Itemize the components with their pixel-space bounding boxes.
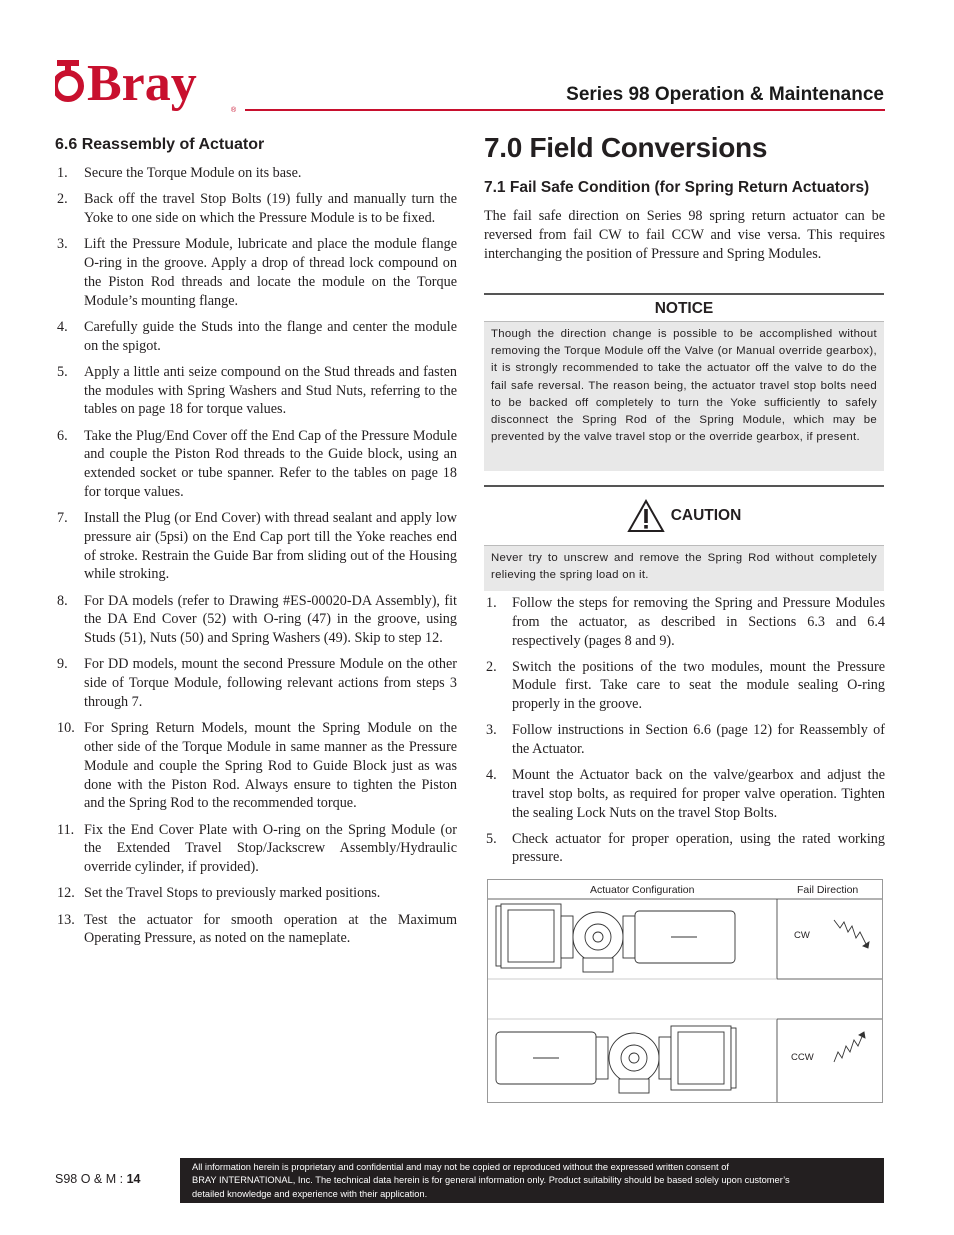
figure-col-direction: Fail Direction xyxy=(797,884,859,896)
logo-mark-ring xyxy=(55,73,81,99)
list-item: 13. Test the actuator for smooth operation at the Maximum Operating Pressure, as noted on the nameplate. xyxy=(57,911,457,947)
list-item: 5. Apply a little anti seize compound on the Stud threads and fasten the modules with Spring Washers and Stud Nuts, referring to the tables on page 18 for torque values. xyxy=(57,363,457,418)
spring-symbol-cw-icon xyxy=(834,920,869,948)
fail-direction-ccw-label: CCW xyxy=(791,1052,814,1063)
caution-box xyxy=(484,485,884,591)
warning-triangle-icon xyxy=(627,499,665,533)
footer-disclaimer: All information herein is proprietary and confidential and may not be copied or reproduced without the expressed written consent of BRAY INTERNATIONAL, Inc. The technical data herein is for general information only. Product suitability should be based solely upon customer’s detailed knowledge and experience with their application. xyxy=(180,1158,884,1203)
header-rule xyxy=(245,109,885,111)
series-title: Series 98 Operation & Maintenance xyxy=(566,84,884,105)
list-item: 7. Install the Plug (or End Cover) with thread sealant and apply low pressure air (5psi) on the End Cap port till the Yoke reaches end of stroke. Restrain the Guide Bar from sliding out of the Housing while stroking. xyxy=(57,510,457,583)
page-number: S98 O & M : 14 xyxy=(55,1172,141,1186)
page-title: 7.0 Field Conversions xyxy=(484,132,768,163)
list-item: 11. Fix the End Cover Plate with O-ring on the Spring Module (or the Extended Travel Stop/Jackscrew Assembly/Hydraulic override cylinder, if provided). xyxy=(57,821,457,876)
caution-header xyxy=(484,487,884,546)
right-column xyxy=(484,132,885,264)
caution-text: Never try to unscrew and remove the Spring Rod without completely relieving the spring load on it. xyxy=(491,552,877,582)
conversion-steps xyxy=(484,594,885,874)
list-item: 10. For Spring Return Models, mount the Spring Module on the other side of the Torque Module in same manner as the Pressure Module and couple the Spring Rod to Guide Block just as was done with the Piston Rod. Always ensure to tighten the Piston and the Spring Rod to the recommended torque. xyxy=(57,720,457,812)
list-item: 8. For DA models (refer to Drawing #ES-00020-DA Assembly), fit the DA End Cover (52) with O-ring (47) in the groove, using Studs (51), Nuts (50) and Spring Washers (49). Skip to step 12. xyxy=(57,592,457,647)
reassembly-steps xyxy=(55,164,457,948)
section-heading-reassembly: 6.6 Reassembly of Actuator xyxy=(55,136,265,153)
actuator-drawing-ccw xyxy=(496,1026,736,1093)
left-column xyxy=(55,136,457,956)
intro-paragraph: The fail safe direction on Series 98 spring return actuator can be reversed from fail CW to fail CCW and vise versa. This requires interchanging the position of Pressure and Spring Modules. xyxy=(484,208,885,262)
notice-text: Though the direction change is possible to be accomplished without removing the Torque Module off the Valve (or Manual override gearbox), it is strongly recommended to take the actuator off the valve to do the fail safe reversal. The reason being, the actuator travel stop bolts need to be backed off completely to turn the Yoke sufficiently to safely disconnect the Spring Rod of the Spring Module, which may be prevented by the valve travel stop or the override gearbox, if present. xyxy=(491,328,877,444)
list-item: 9. For DD models, mount the second Pressure Module on the other side of Torque Module, following relevant actions from steps 3 through 7. xyxy=(57,656,457,711)
registered-mark: ® xyxy=(231,107,237,114)
list-item: 1. Secure the Torque Module on its base. xyxy=(57,165,302,181)
caution-title: CAUTION xyxy=(670,507,742,524)
list-item: 4. Mount the Actuator back on the valve/gearbox and adjust the travel stop bolts, as required for proper valve operation. Tighten the sealing Lock Nuts on the travel Stop Bolts. xyxy=(486,766,885,821)
logo-wordmark: Bray xyxy=(87,56,197,112)
list-item: 3. Follow instructions in Section 6.6 (page 12) for Reassembly of the Actuator. xyxy=(486,722,885,757)
list-item: 5. Check actuator for proper operation, using the rated working pressure. xyxy=(486,830,885,866)
actuator-drawing-cw xyxy=(496,904,735,972)
list-item: 2. Switch the positions of the two modules, mount the Pressure Module first. Take care to seat the module sealing O-ring properly in the groove. xyxy=(486,658,885,713)
list-item: 12. Set the Travel Stops to previously marked positions. xyxy=(57,885,381,902)
figure-col-config: Actuator Configuration xyxy=(590,884,695,896)
list-item: 4. Carefully guide the Studs into the flange and center the module on the spigot. xyxy=(57,318,457,354)
list-item: 2. Back off the travel Stop Bolts (19) fully and manually turn the Yoke to one side on which the Pressure Module is to be fixed. xyxy=(57,191,457,226)
actuator-configuration-figure xyxy=(487,879,883,1103)
spring-symbol-ccw-icon xyxy=(834,1032,865,1062)
section-heading-fail-safe: 7.1 Fail Safe Condition (for Spring Return Actuators) xyxy=(484,179,870,196)
bray-logo xyxy=(55,56,245,116)
list-item: 3. Lift the Pressure Module, lubricate and place the module flange O-ring in the groove. Apply a drop of thread lock compound on the Piston Rod threads and locate the module on the Torque Module’s mounting flange. xyxy=(57,236,457,309)
notice-box xyxy=(484,293,884,471)
list-item: 1. Follow the steps for removing the Spring and Pressure Modules from the actuator, as described in Sections 6.3 and 6.4 respectively (pages 8 and 9). xyxy=(486,595,885,649)
fail-direction-cw-label: CW xyxy=(794,930,810,941)
list-item: 6. Take the Plug/End Cover off the End Cap of the Pressure Module and couple the Piston Rod threads to the Guide block, using an extended socket or tube spanner. Refer to the tables on page 18 for torque values. xyxy=(57,427,457,500)
notice-title: NOTICE xyxy=(484,295,884,322)
